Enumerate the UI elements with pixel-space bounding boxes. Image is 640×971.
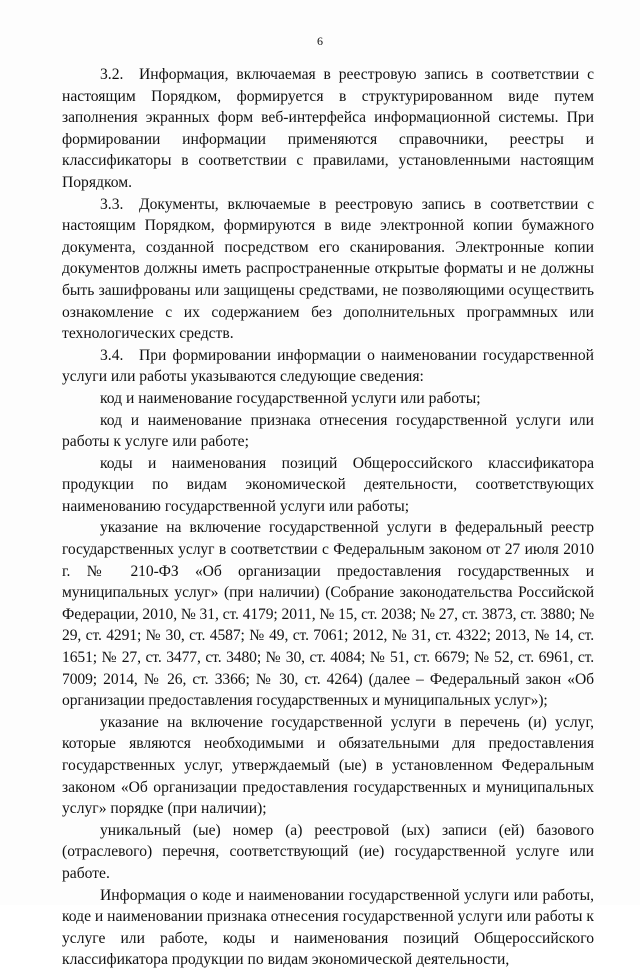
list-item-attribute-code: код и наименование признака отнесения государственной услуги или работы к услуге или работе; <box>62 411 594 451</box>
paragraph-3-3: 3.3. Документы, включаемые в реестровую запись в соответствии с настоящим Порядком, формируются в виде электронной копии бумажного документа, созданной посредством его сканирования. Электронные копии документов должны иметь распространенные открытые форматы и не должны быть зашифрованы или защищены средствами, не позволяющими осуществить ознакомление с их содержанием без дополнительных программных или технологических средств. <box>62 195 594 343</box>
paragraph-3-2: 3.2. Информация, включаемая в реестровую запись в соответствии с настоящим Порядком, формируется в структурированном виде путем заполнения экранных форм веб-интерфейса информационной системы. При формировании информации применяются справочники, реестры и классификаторы в соответствии с правилами, установленными настоящим Порядком. <box>62 66 594 191</box>
document-body <box>62 64 594 971</box>
list-item-service-code: код и наименование государственной услуги или работы; <box>100 389 481 407</box>
list-item-okpd-codes: коды и наименования позиций Общероссийского классификатора продукции по видам экономической деятельности, соответствующих наименованию государственной услуги или работы; <box>62 454 594 515</box>
list-item-required-services: указание на включение государственной услуги в перечень (и) услуг, которые являются необходимыми и обязательными для предоставления государственных услуг, утверждаемый (ые) в установленном Федеральным законом «Об организации предоставления государственных и муниципальных услуг» порядке (при наличии); <box>62 713 594 818</box>
list-item-federal-registry: указание на включение государственной услуги в федеральный реестр государственных услуг в соответствии с Федеральным законом от 27 июля 2010 г. № 210-ФЗ «Об организации предоставления государственных и муниципальных услуг» (при наличии) (Собрание законодательства Российской Федерации, 2010, № 31, ст. 4179; 2011, № 15, ст. 2038; № 27, ст. 3873, ст. 3880; № 29, ст. 4291; № 30, ст. 4587; № 49, ст. 7061; 2012, № 31, ст. 4322; 2013, № 14, ст. 1651; № 27, ст. 3477, ст. 3480; № 30, ст. 4084; № 51, ст. 6679; № 52, ст. 6961, ст. 7009; 2014, № 26, ст. 3366; № 30, ст. 4264) (далее – Федеральный закон «Об организации предоставления государственных и муниципальных услуг»); <box>62 519 594 710</box>
list-item-registry-number: уникальный (ые) номер (а) реестровой (ых) записи (ей) базового (отраслевого) перечня, соответствующий (ие) государственной услуге или работе. <box>62 821 594 882</box>
page-number: 6 <box>317 34 323 48</box>
paragraph-3-4: 3.4. При формировании информации о наименовании государственной услуги или работы указываются следующие сведения: <box>62 346 594 386</box>
paragraph-information-code: Информация о коде и наименовании государственной услуги или работы, коде и наименовании признака отнесения государственной услуги или работы к услуге или работе, коды и наименования позиций Общероссийского классификатора продукции по видам экономической деятельности, <box>62 886 594 969</box>
